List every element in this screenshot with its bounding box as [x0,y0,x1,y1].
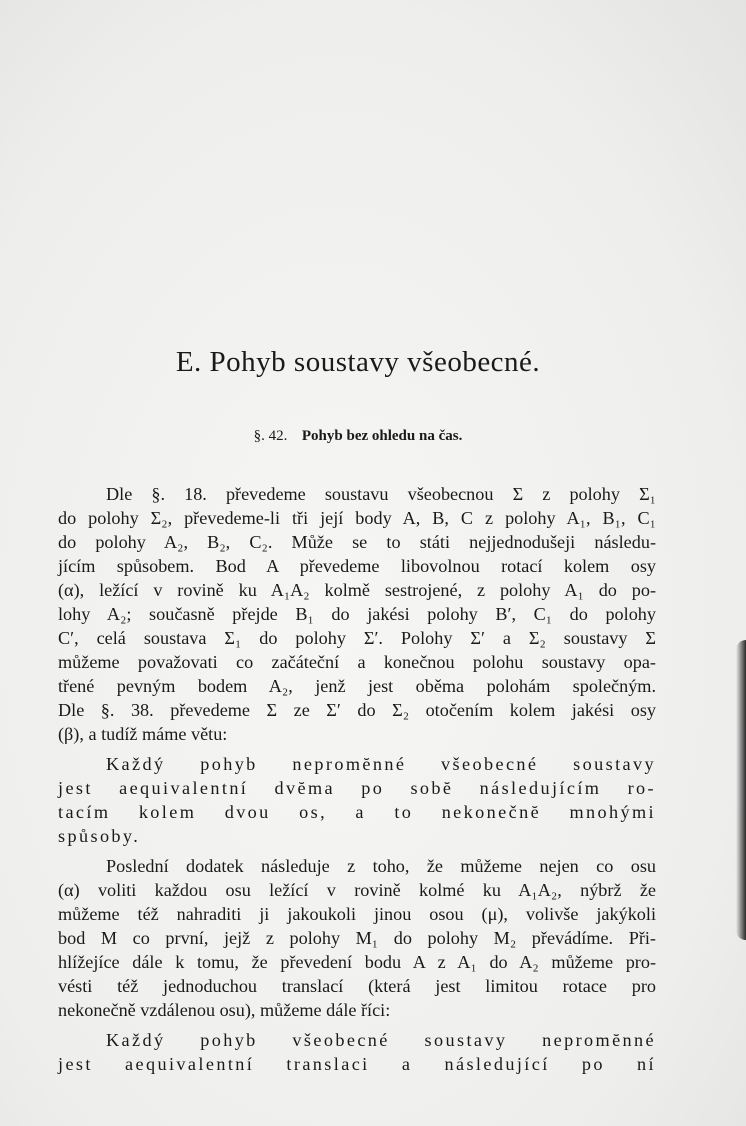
text-line: vésti též jednoduchou translací (která jest limitou rotace pro [58,976,656,996]
theorem-paragraph [58,752,656,848]
text-line: můžeme též nahraditi ji jakoukoli jinou osou (μ), volivše jakýkoli [58,904,656,924]
text-line: třené pevným bodem A₂, jenž jest oběma polohám společným. [58,676,656,696]
text-line: jícím spůsobem. Bod A převedeme libovolnou rotací kolem osy [58,556,656,576]
text-line: (α) voliti každou osu ležící v rovině kolmé ku A₁A₂, nýbrž že [58,880,656,900]
text-line: Poslední dodatek následuje z toho, že můžeme nejen co osu [106,856,656,876]
body-text [58,482,656,1076]
paragraph [58,482,656,746]
text-line: do polohy Σ₂, převedeme-li tři její body A, B, C z polohy A₁, B₁, C₁ [58,508,656,528]
text-line: do polohy A₂, B₂, C₂. Může se to státi nejjednodušeji následu- [58,532,656,552]
text-line: Každý pohyb všeobecné soustavy nepromĕnné [106,1030,656,1050]
text-line: nekonečně vzdálenou osu), můžeme dále říci: [58,1000,391,1020]
theorem-paragraph [58,1028,656,1076]
section-number: §. 42. [253,428,288,444]
text-line: tacím kolem dvou os, a to nekonečnĕ mnohými [58,802,656,822]
text-line: jest aequivalentní dvĕma po sobĕ následujícím ro- [58,778,656,798]
section-heading [58,428,658,445]
chapter-title: E. Pohyb soustavy všeobecné. [175,346,541,378]
text-line: (α), ležící v rovině ku A₁A₂ kolmě sestrojené, z polohy A₁ do po- [58,580,656,600]
text-line: jest aequivalentní translaci a následující po ní [58,1054,656,1074]
text-line: Dle §. 18. převedeme soustavu všeobecnou Σ z polohy Σ₁ [106,484,656,504]
text-line: lohy A₂; současně přejde B₁ do jakési polohy B′, C₁ do polohy [58,604,656,624]
text-line: Dle §. 38. převedeme Σ ze Σ′ do Σ₂ otočením kolem jakési osy [58,700,656,720]
text-line: můžeme považovati co začáteční a konečnou polohu soustavy opa- [58,652,656,672]
text-line: bod M co první, jejž z polohy M₁ do polohy M₂ převádíme. Při- [58,928,656,948]
section-title: Pohyb bez ohledu na čas. [301,428,463,444]
text-line: (β), a tudíž máme větu: [58,724,228,744]
text-line: Každý pohyb nepromĕnné všeobecné soustavy [106,754,656,774]
paragraph [58,854,656,1022]
text-line: hlížejíce dále k tomu, že převedení bodu A z A₁ do A₂ můžeme pro- [58,952,656,972]
page-edge-shadow [736,640,746,940]
text-line: C′, celá soustava Σ₁ do polohy Σ′. Polohy Σ′ a Σ₂ soustavy Σ [58,628,656,648]
text-line: spůsoby. [58,826,141,846]
